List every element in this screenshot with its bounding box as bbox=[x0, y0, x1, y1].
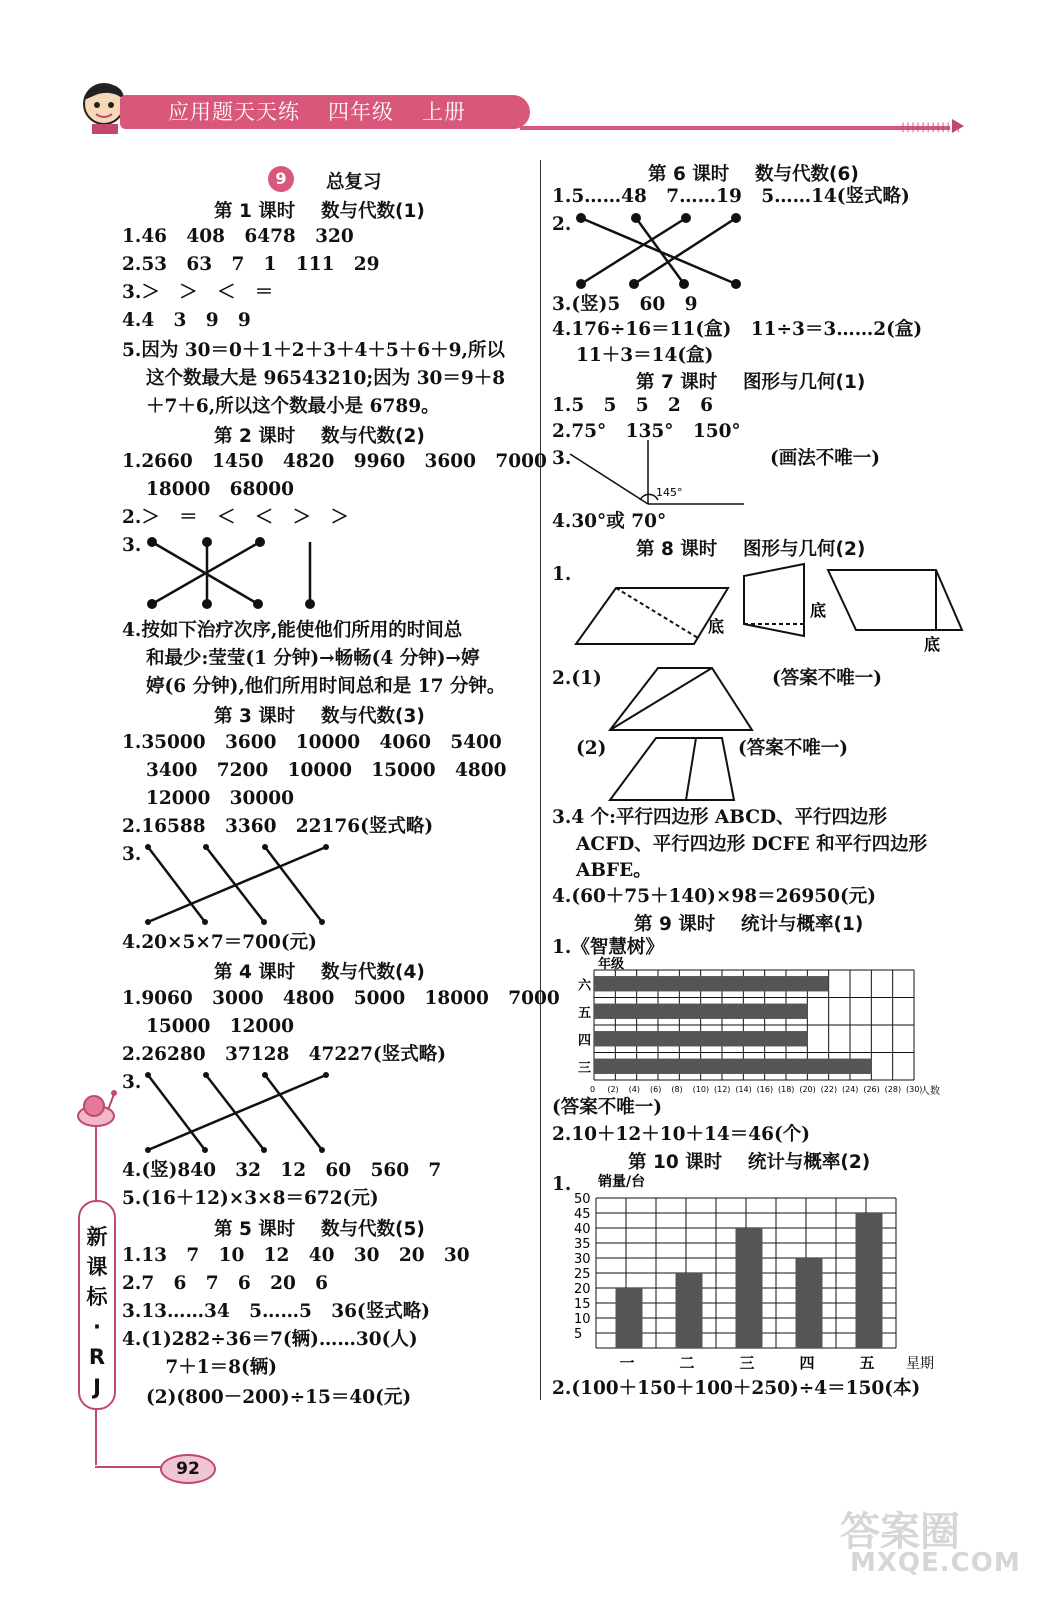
answer-line: 4.30°或 70° bbox=[552, 511, 667, 532]
answer-line: 2.＞ ＝ ＜ ＜ ＞ ＞ bbox=[122, 507, 349, 528]
answer-line: 18000 68000 bbox=[146, 479, 295, 500]
tick-label: (22) bbox=[820, 1085, 838, 1094]
answer-line: 4.176÷16＝11(盒) 11÷3＝3……2(盒) bbox=[552, 319, 923, 340]
lesson-8-title: 第 8 课时 图形与几何(2) bbox=[636, 539, 866, 560]
lesson-7-title: 第 7 课时 图形与几何(1) bbox=[636, 372, 866, 393]
category-label: 三 bbox=[578, 1060, 592, 1076]
answer-line: 婷(6 分钟),他们所用时间总和是 17 分钟。 bbox=[146, 676, 506, 697]
answer-line: 5.(16＋12)×3×8＝672(元) bbox=[122, 1188, 379, 1209]
answer-line: 4.按如下治疗次序,能使他们所用的时间总 bbox=[122, 620, 463, 641]
tick-label: 25 bbox=[574, 1267, 591, 1282]
tick-label: (20) bbox=[799, 1085, 816, 1094]
answer-line: 2.16588 3360 22176(竖式略) bbox=[122, 816, 434, 837]
header-banner bbox=[120, 95, 530, 129]
answer-line: 3400 7200 10000 15000 4800 bbox=[146, 760, 507, 781]
answer-line: 3. bbox=[122, 535, 142, 556]
answer-line: 3. bbox=[122, 844, 142, 865]
answer-line: 4.(60＋75＋140)×98＝26950(元) bbox=[552, 886, 877, 907]
tag-char: J bbox=[93, 1375, 101, 1399]
tick-label: 50 bbox=[574, 1192, 591, 1207]
horizontal-bar-chart bbox=[570, 958, 960, 1098]
answer-line: 2.(100＋150＋100＋250)÷4＝150(本) bbox=[552, 1378, 921, 1399]
tick-label: 45 bbox=[574, 1207, 591, 1222]
bar bbox=[736, 1228, 763, 1348]
note-text: (答案不唯一) bbox=[738, 738, 849, 759]
lesson-3-title: 第 3 课时 数与代数(3) bbox=[214, 706, 425, 727]
header-arrow-icon bbox=[952, 119, 964, 133]
trapezoid-diagram bbox=[606, 664, 756, 734]
answer-line: 3.(竖)5 60 9 bbox=[552, 294, 698, 315]
lesson-1-title: 第 1 课时 数与代数(1) bbox=[214, 201, 425, 222]
tag-char: 课 bbox=[86, 1255, 108, 1279]
tick-label: 5 bbox=[574, 1327, 583, 1342]
parallelogram-trapezoid-diagram bbox=[606, 734, 746, 804]
watermark-logo: 答案圈 bbox=[840, 1509, 960, 1555]
base-label: 底 bbox=[924, 635, 941, 654]
watermark-site: MXQE.COM bbox=[850, 1548, 1021, 1578]
tick-label: (24) bbox=[842, 1085, 859, 1094]
page-number: 92 bbox=[160, 1454, 216, 1484]
tick-label: (14) bbox=[735, 1085, 752, 1094]
angle-label: 145° bbox=[656, 486, 683, 499]
tick-label: 35 bbox=[574, 1237, 591, 1252]
lesson-6-title: 第 6 课时 数与代数(6) bbox=[648, 164, 859, 185]
tick-label: (2) bbox=[607, 1085, 619, 1094]
answer-line: 4.(竖)840 32 12 60 560 7 bbox=[122, 1160, 442, 1181]
answer-line: 3.＞ ＞ ＜ ＝ bbox=[122, 282, 274, 303]
answer-line: 7＋1＝8(辆) bbox=[146, 1357, 277, 1378]
tick-label: (8) bbox=[671, 1085, 683, 1094]
tag-char: 标 bbox=[86, 1285, 108, 1309]
unit-title: 总复习 bbox=[326, 172, 382, 193]
bar bbox=[594, 1031, 807, 1046]
unit-number-badge: 9 bbox=[268, 166, 294, 192]
y-axis-label: 销量/台 bbox=[598, 1174, 646, 1190]
header-ticks: |||||||||||| bbox=[900, 122, 961, 133]
tag-char: R bbox=[88, 1345, 106, 1369]
category-label: 六 bbox=[578, 978, 592, 994]
answer-line: 2.75° 135° 150° bbox=[552, 421, 741, 442]
answer-line: ACFD、平行四边形 DCFE 和平行四边形 bbox=[576, 834, 928, 855]
answer-line: 3.4 个:平行四边形 ABCD、平行四边形 bbox=[552, 807, 887, 828]
y-axis-label: 年级 bbox=[598, 957, 625, 972]
tick-label: (26) bbox=[863, 1085, 880, 1094]
note-text: (答案不唯一) bbox=[772, 668, 883, 689]
category-label: 二 bbox=[679, 1354, 695, 1372]
x-axis-label: 星期 bbox=[906, 1356, 934, 1372]
base-label: 底 bbox=[708, 617, 725, 636]
answer-line: 3.13……34 5……5 36(竖式略) bbox=[122, 1301, 430, 1322]
lesson-5-title: 第 5 课时 数与代数(5) bbox=[214, 1219, 425, 1240]
matching-diagram bbox=[140, 842, 340, 927]
vertical-bar-chart bbox=[570, 1168, 960, 1378]
base-label: 底 bbox=[810, 601, 827, 620]
column-divider bbox=[540, 160, 541, 1400]
answer-line: (2)(800－200)÷15＝40(元) bbox=[146, 1387, 412, 1408]
tick-label: 30 bbox=[574, 1252, 591, 1267]
bar bbox=[796, 1258, 823, 1348]
tick-label: 40 bbox=[574, 1222, 591, 1237]
volume-label: 上册 bbox=[422, 100, 466, 124]
answer-line: 1.5……48 7……19 5……14(竖式略) bbox=[552, 186, 910, 207]
curriculum-tag bbox=[78, 1200, 116, 1410]
tick-label: 15 bbox=[574, 1297, 591, 1312]
answer-line: ＋7＋6,所以这个数最小是 6789。 bbox=[146, 396, 440, 417]
tick-label: (10) bbox=[692, 1085, 710, 1094]
answer-line: 3. bbox=[122, 1072, 142, 1093]
bar bbox=[594, 976, 829, 991]
answer-line: 和最少:莹莹(1 分钟)→畅畅(4 分钟)→婷 bbox=[146, 648, 480, 669]
angle-diagram bbox=[570, 440, 750, 510]
answer-line: 1. bbox=[552, 1174, 572, 1195]
note-text: (画法不唯一) bbox=[770, 448, 881, 469]
answer-line: 1.46 408 6478 320 bbox=[122, 226, 354, 247]
answer-line: 3. bbox=[552, 448, 572, 469]
answer-line: 4.20×5×7＝700(元) bbox=[122, 932, 317, 953]
lesson-2-title: 第 2 课时 数与代数(2) bbox=[214, 426, 425, 447]
matching-diagram bbox=[140, 536, 320, 611]
answer-line: 12000 30000 bbox=[146, 788, 295, 809]
tick-label: (28) bbox=[884, 1085, 902, 1094]
tick-label: (16) bbox=[756, 1085, 774, 1094]
note-text: (答案不唯一) bbox=[552, 1097, 663, 1118]
lesson-9-title: 第 9 课时 统计与概率(1) bbox=[634, 914, 864, 935]
category-label: 四 bbox=[578, 1033, 592, 1049]
answer-line: 1.13 7 10 12 40 30 20 30 bbox=[122, 1245, 470, 1266]
matching-diagram bbox=[140, 1070, 340, 1155]
tick-label: (4) bbox=[628, 1085, 641, 1094]
category-label: 五 bbox=[859, 1354, 875, 1372]
x-axis-label: 人数 bbox=[920, 1086, 940, 1097]
lesson-10-title: 第 10 课时 统计与概率(2) bbox=[628, 1152, 871, 1173]
bar bbox=[676, 1273, 703, 1348]
answer-line: 2.26280 37128 47227(竖式略) bbox=[122, 1044, 447, 1065]
bar bbox=[856, 1213, 883, 1348]
parallelogram-heights-diagram bbox=[574, 560, 974, 655]
answer-line: 2. bbox=[552, 214, 572, 235]
answer-line: 2.53 63 7 1 111 29 bbox=[122, 254, 380, 275]
tick-label: 10 bbox=[574, 1312, 591, 1327]
category-label: 一 bbox=[619, 1354, 635, 1372]
category-label: 五 bbox=[578, 1005, 592, 1021]
header-rule bbox=[520, 126, 950, 130]
bar bbox=[616, 1288, 643, 1348]
answer-line: 15000 12000 bbox=[146, 1016, 295, 1037]
answer-line: 1.《智慧树》 bbox=[552, 937, 664, 958]
answer-line: 1.9060 3000 4800 5000 18000 7000 bbox=[122, 988, 560, 1009]
grade-label: 四年级 bbox=[328, 100, 394, 124]
category-label: 四 bbox=[799, 1354, 815, 1372]
book-title: 应用题天天练 bbox=[168, 100, 300, 124]
answer-line: 1.35000 3600 10000 4060 5400 bbox=[122, 732, 502, 753]
answer-line: 5.因为 30＝0＋1＋2＋3＋4＋5＋6＋9,所以 bbox=[122, 340, 505, 361]
answer-line: 4.4 3 9 9 bbox=[122, 310, 251, 331]
answer-line: 2.(1) bbox=[552, 668, 602, 689]
answer-line: 1. bbox=[552, 564, 572, 585]
bar bbox=[594, 1059, 871, 1074]
tag-char: 新 bbox=[86, 1225, 108, 1249]
bar bbox=[594, 1004, 807, 1019]
tag-char: · bbox=[93, 1315, 101, 1339]
snail-icon bbox=[74, 1086, 124, 1130]
answer-line: 1.5 5 5 2 6 bbox=[552, 395, 713, 416]
star-matching-diagram bbox=[576, 212, 746, 290]
answer-line: 4.(1)282÷36＝7(辆)……30(人) bbox=[122, 1329, 418, 1350]
lesson-4-title: 第 4 课时 数与代数(4) bbox=[214, 962, 425, 983]
tick-label: 0 bbox=[590, 1085, 596, 1094]
answer-line: 1.2660 1450 4820 9960 3600 7000 bbox=[122, 451, 547, 472]
tick-label: (12) bbox=[714, 1085, 731, 1094]
answer-line: 2.10＋12＋10＋14＝46(个) bbox=[552, 1124, 811, 1145]
answer-line: (2) bbox=[576, 738, 607, 759]
tick-label: (6) bbox=[650, 1085, 662, 1094]
answer-line: 这个数最大是 96543210;因为 30＝9＋8 bbox=[146, 368, 506, 389]
tick-label: (30) bbox=[906, 1085, 923, 1094]
tick-label: (18) bbox=[778, 1085, 795, 1094]
answer-line: 2.7 6 7 6 20 6 bbox=[122, 1273, 329, 1294]
answer-line: ABFE。 bbox=[576, 860, 652, 881]
tick-label: 20 bbox=[574, 1282, 591, 1297]
category-label: 三 bbox=[739, 1354, 755, 1372]
answer-line: 11＋3＝14(盒) bbox=[576, 345, 714, 366]
